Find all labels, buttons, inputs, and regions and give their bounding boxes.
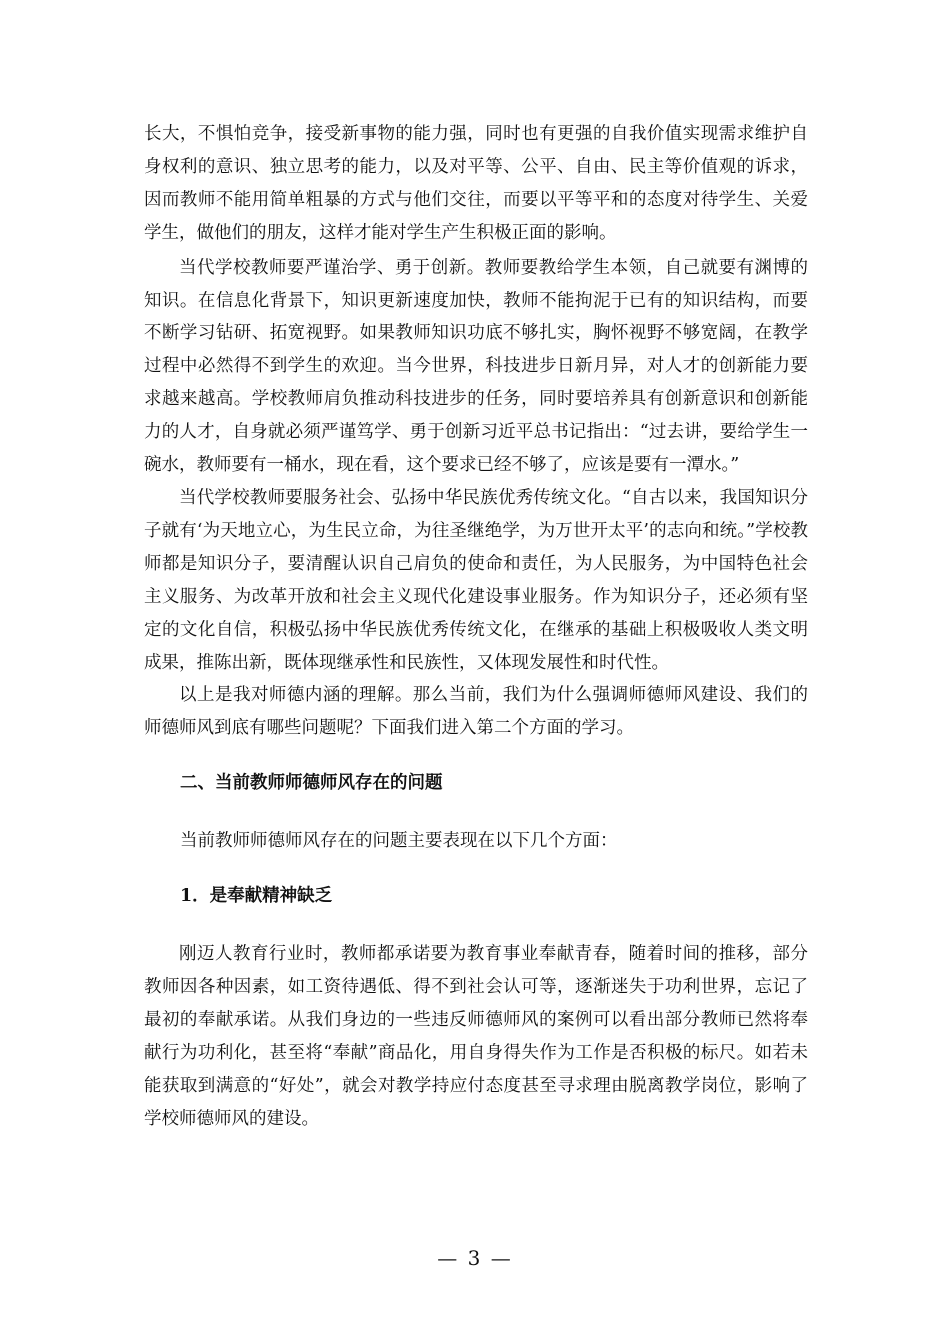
paragraph-innovation: 当代学校教师要严谨治学、勇于创新。教师要教给学生本领，自己就要有渊博的知识。在信息化背景下，知识更新速度加快，教师不能拘泥于已有的知识结构，而要不断学习钻研、拓宽视野。如果教师知识功底不够扎实，胸怀视野不够宽阔，在教学过程中必然得不到学生的欢迎。当今世界，科技进步日新月异，对人才的创新能力要求越来越高。学校教师肩负推动科技进步的任务，同时要培养具有创新意识和创新能力的人才，自身就必须严谨笃学、勇于创新习近平总书记指出：“过去讲，要给学生一碗水，教师要有一桶水，现在看，这个要求已经不够了，应该是要有一潭水。” bbox=[144, 257, 808, 476]
page-number: — 3 — bbox=[437, 1246, 513, 1270]
section-heading: 二、当前教师师德师风存在的问题 bbox=[180, 773, 443, 794]
paragraph-serve-society: 当代学校教师要服务社会、弘扬中华民族优秀传统文化。“自古以来，我国知识分子就有‘为天地立心，为生民立命，为往圣继绝学，为万世开太平’的志向和统。”学校教师都是知识分子，要清醒认识自己肩负的使命和责任，为人民服务，为中国特色社会主义服务、为改革开放和社会主义现代化建设事业服务。作为知识分子，还必须有坚定的文化自信，积极弘扬中华民族优秀传统文化，在继承的基础上积极吸收人类文明成果，推陈出新，既体现继承性和民族性，又体现发展性和时代性。 bbox=[144, 487, 808, 673]
page-content bbox=[144, 118, 808, 1136]
subsection-body: 刚迈人教育行业时，教师都承诺要为教育事业奉献青春，随着时间的推移，部分教师因各种因素，如工资待遇低、得不到社会认可等，逐渐迷失于功利世界，忘记了最初的奉献承诺。从我们身边的一些违反师德师风的案例可以看出部分教师已然将奉献行为功利化，甚至将“奉献”商品化，用自身得失作为工作是否积极的标尺。如若未能获取到满意的“好处”，就会对教学持应付态度甚至寻求理由脱离教学岗位，影响了学校师德师风的建设。 bbox=[144, 944, 808, 1129]
subsection-heading: 1．是奉献精神缺乏 bbox=[180, 886, 333, 907]
section-intro: 当前教师师德师风存在的问题主要表现在以下几个方面： bbox=[180, 831, 618, 852]
paragraph-transition: 以上是我对师德内涵的理解。那么当前，我们为什么强调师德师风建设、我们的师德师风到底有哪些问题呢？下面我们进入第二个方面的学习。 bbox=[144, 685, 808, 739]
paragraph-continuation: 长大，不惧怕竞争，接受新事物的能力强，同时也有更强的自我价值实现需求维护自身权利的意识、独立思考的能力，以及对平等、公平、自由、民主等价值观的诉求，因而教师不能用简单粗暴的方式与他们交往，而要以平等平和的态度对待学生、关爱学生，做他们的朋友，这样才能对学生产生积极正面的影响。 bbox=[144, 124, 808, 243]
